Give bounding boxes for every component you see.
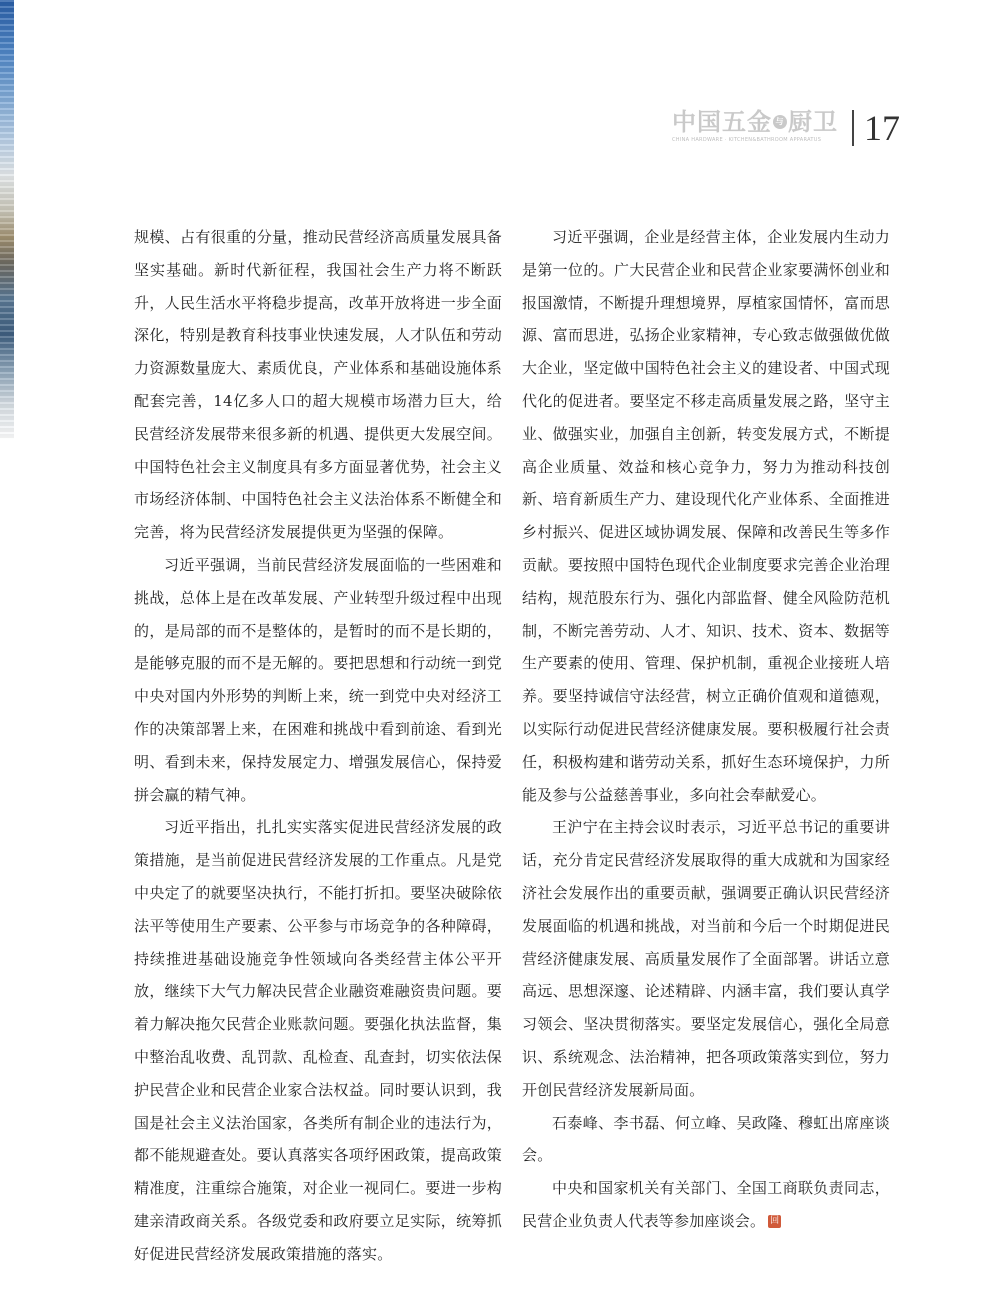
page-header (672, 108, 900, 152)
paragraph: 王沪宁在主持会议时表示，习近平总书记的重要讲话，充分肯定民营经济发展取得的重大成就和为国家经济社会发展作出的重要贡献，强调要正确认识民营经济发展面临的机遇和挑战，对当前和今后一个时期促进民营经济健康发展、高质量发展作了全面部署。讲话立意高远、思想深邃、论述精辟、内涵丰富，我们要认真学习领会、坚决贯彻落实。要坚定发展信心，强化全局意识、系统观念、法治精神，把各项政策落实到位，努力开创民营经济发展新局面。 (522, 818, 890, 1099)
logo-wordmark (672, 108, 838, 136)
paragraph: 习近平强调，企业是经营主体，企业发展内生动力是第一位的。广大民营企业和民营企业家要满怀创业和报国激情，不断提升理想境界，厚植家国情怀，富而思源、富而思进，弘扬企业家精神，专心致志做强做优做大企业，坚定做中国特色社会主义的建设者、中国式现代化的促进者。要坚定不移走高质量发展之路，坚守主业、做强实业，加强自主创新，转变发展方式，不断提高企业质量、效益和核心竞争力，努力为推动科技创新、培育新质生产力、建设现代化产业体系、全面推进乡村振兴、促进区域协调发展、保障和改善民生等多作贡献。要按照中国特色现代企业制度要求完善企业治理结构，规范股东行为、强化内部监督、健全风险防范机制，不断完善劳动、人才、知识、技术、资本、数据等生产要素的使用、管理、保护机制，重视企业接班人培养。要坚持诚信守法经营，树立正确价值观和道德观，以实际行动促进民营经济健康发展。要积极履行社会责任，积极构建和谐劳动关系，抓好生态环境保护，力所能及参与公益慈善事业，多向社会奉献爱心。 (522, 228, 890, 804)
side-photo-strip (0, 0, 14, 440)
paragraph: 规模、占有很重的分量，推动民营经济高质量发展具备坚实基础。新时代新征程，我国社会生产力将不断跃升，人民生活水平将稳步提高，改革开放将进一步全面深化，特别是教育科技事业快速发展，人才队伍和劳动力资源数量庞大、素质优良，产业体系和基础设施体系配套完善，14亿多人口的超大规模市场潜力巨大，给民营经济发展带来很多新的机遇、提供更大发展空间。中国特色社会主义制度具有多方面显著优势，社会主义市场经济体制、中国特色社会主义法治体系不断健全和完善，将为民营经济发展提供更为坚强的保障。 (134, 228, 502, 542)
paragraph: 习近平指出，扎扎实实落实促进民营经济发展的政策措施，是当前促进民营经济发展的工作重点。凡是党中央定了的就要坚决执行，不能打折扣。要坚决破除依法平等使用生产要素、公平参与市场竞争的各种障碍，持续推进基础设施竞争性领域向各类经营主体公平开放，继续下大气力解决民营企业融资难融资贵问题。要着力解决拖欠民营企业账款问题。要强化执法监督，集中整治乱收费、乱罚款、乱检查、乱查封，切实依法保护民营企业和民营企业家合法权益。同时要认识到，我国是社会主义法治国家，各类所有制企业的违法行为，都不能规避查处。要认真落实各项纾困政策，提高政策精准度，注重综合施策，对企业一视同仁。要进一步构建亲清政商关系。各级党委和政府要立足实际，统筹抓好促进民营经济发展政策措施的落实。 (134, 818, 502, 1263)
logo-subtitle: CHINA HARDWARE · KITCHEN&BATHROOM APPARATUS (672, 137, 822, 143)
logo-text-part-1: 中国五金 (672, 108, 772, 136)
magazine-logo (672, 108, 838, 143)
end-mark-icon: 回 (770, 1216, 780, 1227)
left-column (134, 221, 502, 1271)
right-column (522, 221, 890, 1238)
page-number: 17 (864, 108, 900, 148)
header-divider (852, 110, 854, 146)
logo-text-part-2: 厨卫 (788, 108, 838, 136)
paragraph-last (522, 1172, 890, 1238)
paragraph-text: 中央和国家机关有关部门、全国工商联负责同志，民营企业负责人代表等参加座谈会。 (522, 1179, 890, 1230)
paragraph: 习近平强调，当前民营经济发展面临的一些困难和挑战，总体上是在改革发展、产业转型升级过程中出现的，是局部的而不是整体的，是暂时的而不是长期的，是能够克服的而不是无解的。要把思想和行动统一到党中央对国内外形势的判断上来，统一到党中央对经济工作的决策部署上来，在困难和挑战中看到前途、看到光明、看到未来，保持发展定力、增强发展信心，保持爱拼会赢的精气神。 (134, 555, 502, 804)
logo-mark-icon: 与 (773, 115, 787, 129)
paragraph: 石泰峰、李书磊、何立峰、吴政隆、穆虹出席座谈会。 (522, 1113, 890, 1165)
